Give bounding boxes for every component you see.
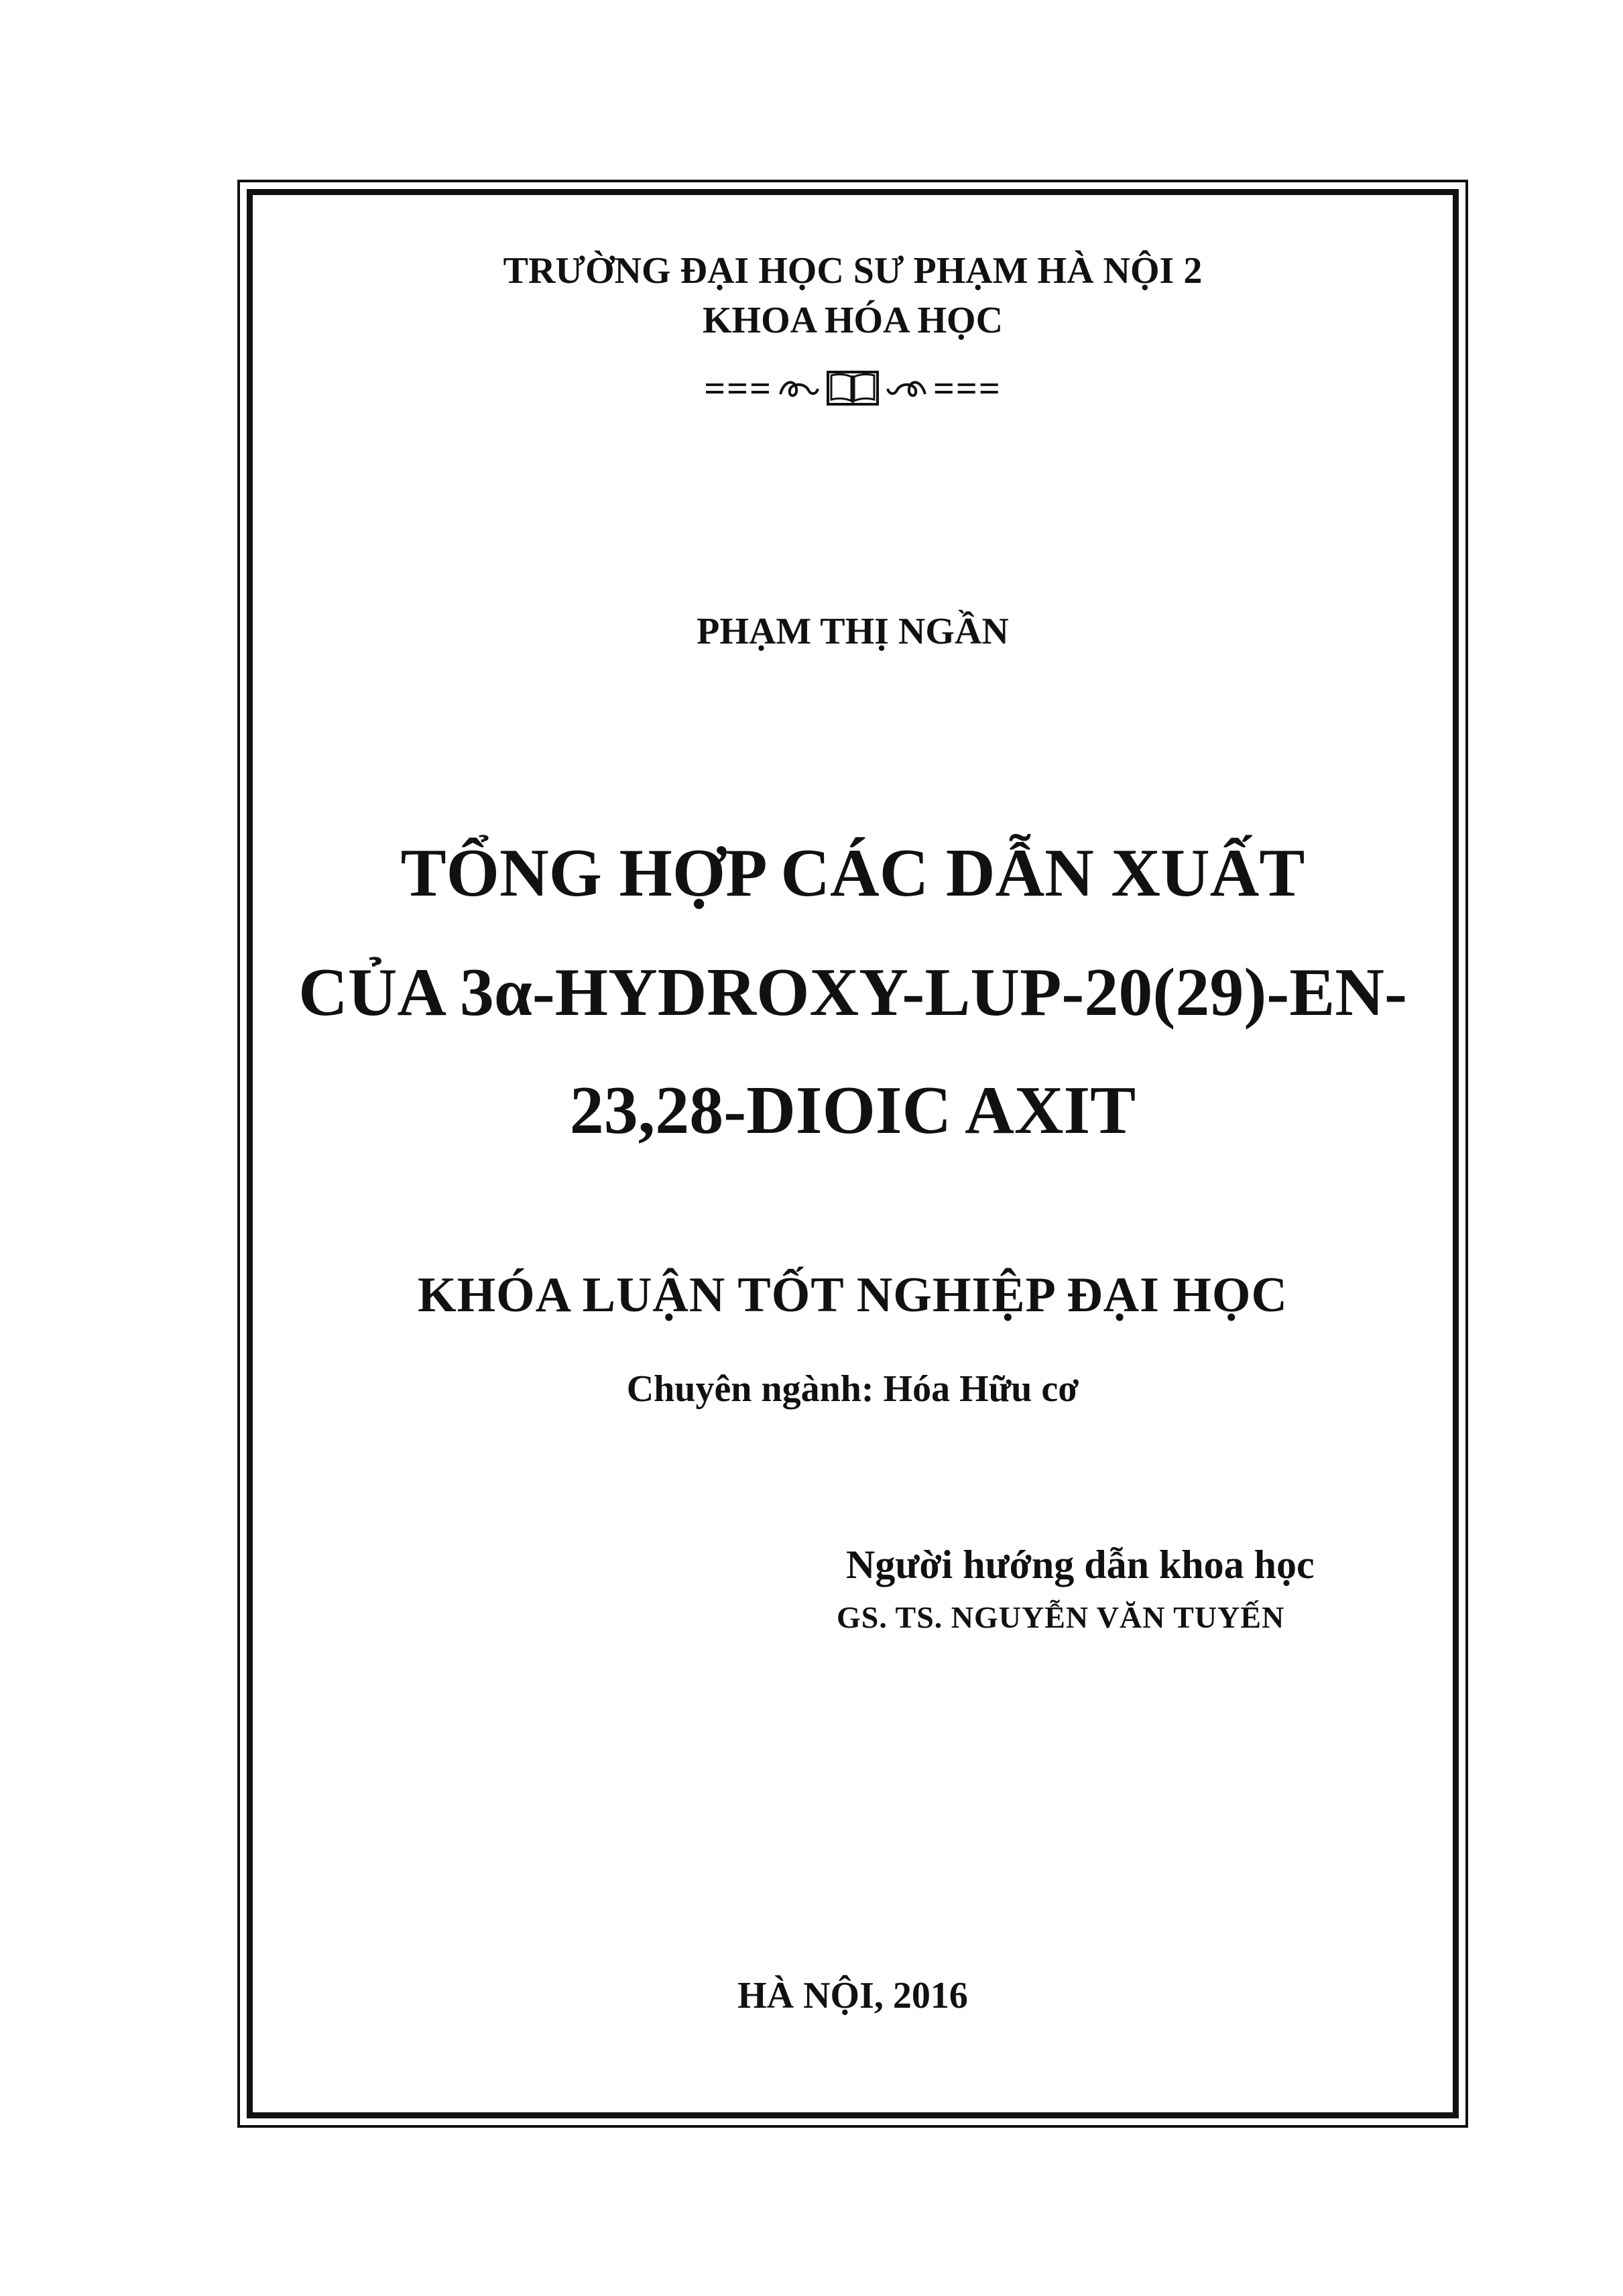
- advisor-name: GS. TS. NGUYỄN VĂN TUYẾN: [837, 1600, 1285, 1634]
- author-name: PHẠM THỊ NGẦN: [697, 611, 1009, 652]
- page-border-inner: [247, 189, 1459, 2118]
- major: Chuyên ngành: Hóa Hữu cơ: [626, 1368, 1079, 1410]
- ornament-right-rule: ===: [933, 368, 1002, 410]
- header-ornament: [237, 367, 1468, 410]
- thesis-type: KHÓA LUẬN TỐT NGHIỆP ĐẠI HỌC: [418, 1268, 1288, 1323]
- advisor-label: Người hướng dẫn khoa học: [846, 1543, 1315, 1587]
- place-and-year: HÀ NỘI, 2016: [737, 1975, 968, 2016]
- faculty-name: KHOA HÓA HỌC: [702, 300, 1004, 341]
- right-flourish-icon: [885, 375, 928, 402]
- thesis-title-line-2: CỦA 3α-HYDROXY-LUP-20(29)-EN-: [298, 955, 1407, 1030]
- open-book-icon: [826, 370, 880, 408]
- ornament-left-rule: ===: [704, 368, 772, 410]
- left-flourish-icon: [778, 375, 821, 402]
- school-name: TRƯỜNG ĐẠI HỌC SƯ PHẠM HÀ NỘI 2: [503, 250, 1203, 292]
- thesis-title-line-1: TỔNG HỢP CÁC DẪN XUẤT: [400, 835, 1305, 911]
- thesis-title-line-3: 23,28-DIOIC AXIT: [569, 1073, 1136, 1148]
